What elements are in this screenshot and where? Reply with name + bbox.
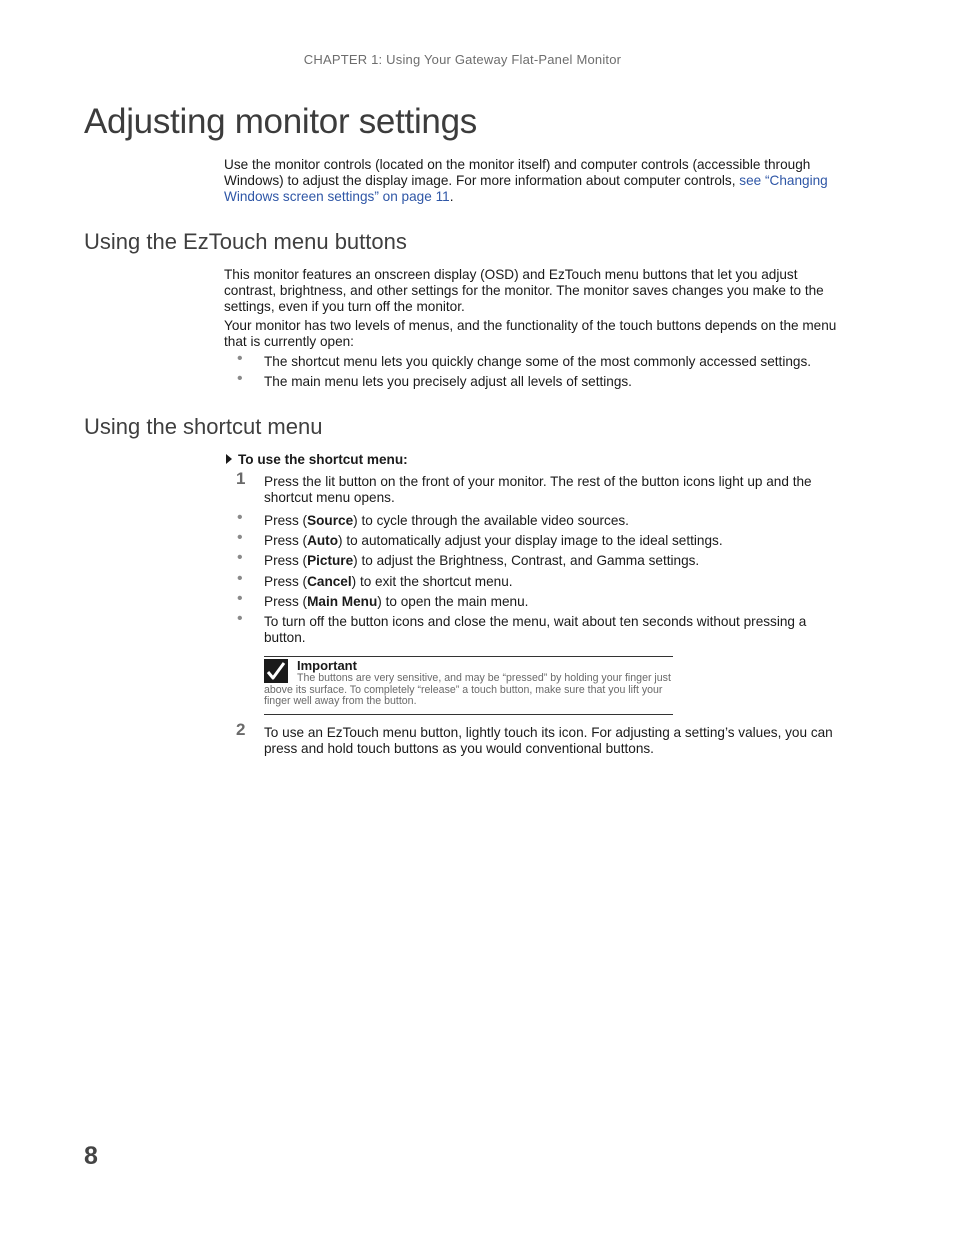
important-note [264, 656, 673, 715]
list-item-text: The shortcut menu lets you quickly change some of the most commonly accessed settings. [264, 354, 812, 369]
list-item [224, 529, 846, 549]
list-item [224, 549, 846, 569]
intro-end: . [449, 189, 454, 204]
button-name: Picture [307, 553, 354, 568]
intro-text: Use the monitor controls (located on the monitor itself) and computer controls (accessible through Windows) to adjust the display image. For more information about computer controls, [224, 157, 811, 188]
bullet-icon: • [237, 509, 243, 526]
procedure-heading [226, 452, 408, 467]
step-text: To use an EzTouch menu button, lightly touch its icon. For adjusting a setting’s values, you can press and hold touch buttons as you would conventional buttons. [264, 725, 833, 756]
page-title: Adjusting monitor settings [84, 102, 477, 141]
triangle-arrow-icon [226, 454, 232, 464]
list-item [224, 570, 846, 590]
eztouch-paragraph-1: This monitor features an onscreen display (OSD) and EzTouch menu buttons that let you adjust contrast, brightness, and other settings for the monitor. The monitor saves changes you make to the settings, even if you turn off the monitor. [224, 267, 824, 314]
list-item-text: Press (Source) to cycle through the available video sources. [264, 513, 629, 528]
bullet-icon: • [237, 570, 243, 587]
bullet-icon: • [237, 549, 243, 566]
bullet-icon: • [237, 610, 243, 627]
list-item-text: The main menu lets you precisely adjust all levels of settings. [264, 374, 632, 389]
procedure-label: To use the shortcut menu: [238, 452, 408, 467]
list-item [224, 509, 846, 529]
cross-reference-link[interactable]: see “Changing Windows screen settings” on page 11 [224, 173, 828, 204]
list-item [224, 350, 846, 370]
list-item-text: Press (Auto) to automatically adjust your display image to the ideal settings. [264, 533, 723, 548]
step-number: 2 [236, 720, 246, 739]
step-text: Press the lit button on the front of your monitor. The rest of the button icons light up and the shortcut menu opens. [264, 474, 812, 505]
bullet-icon: • [237, 350, 243, 367]
bullet-icon: • [237, 529, 243, 546]
page-number: 8 [84, 1142, 98, 1170]
list-item [224, 610, 846, 646]
step-2 [224, 720, 846, 757]
button-name: Main Menu [307, 594, 378, 609]
intro-paragraph [224, 157, 844, 205]
list-item-text: Press (Picture) to adjust the Brightness, Contrast, and Gamma settings. [264, 553, 700, 568]
step-number: 1 [236, 469, 246, 488]
button-name: Cancel [307, 574, 352, 589]
button-name: Auto [307, 533, 339, 548]
note-title: Important [297, 658, 357, 673]
list-item-text: Press (Main Menu) to open the main menu. [264, 594, 529, 609]
section-heading-eztouch: Using the EzTouch menu buttons [84, 229, 407, 254]
eztouch-paragraph-2: Your monitor has two levels of menus, and the functionality of the touch buttons depends on the menu that is currently open: [224, 318, 837, 349]
note-body: The buttons are very sensitive, and may be “pressed” by holding your finger just above its surface. To completely “release” a touch button, make sure that you lift your finger well away from the button. [264, 672, 671, 707]
section-heading-shortcut: Using the shortcut menu [84, 414, 323, 439]
bullet-icon: • [237, 590, 243, 607]
list-item [224, 370, 846, 390]
bullet-icon: • [237, 370, 243, 387]
list-item-text: Press (Cancel) to exit the shortcut menu. [264, 574, 513, 589]
button-name: Source [307, 513, 354, 528]
step-1 [224, 469, 846, 506]
running-header: CHAPTER 1: Using Your Gateway Flat-Panel Monitor [303, 52, 622, 67]
list-item-text: To turn off the button icons and close the menu, wait about ten seconds without pressing a button. [264, 614, 807, 645]
list-item [224, 590, 846, 610]
